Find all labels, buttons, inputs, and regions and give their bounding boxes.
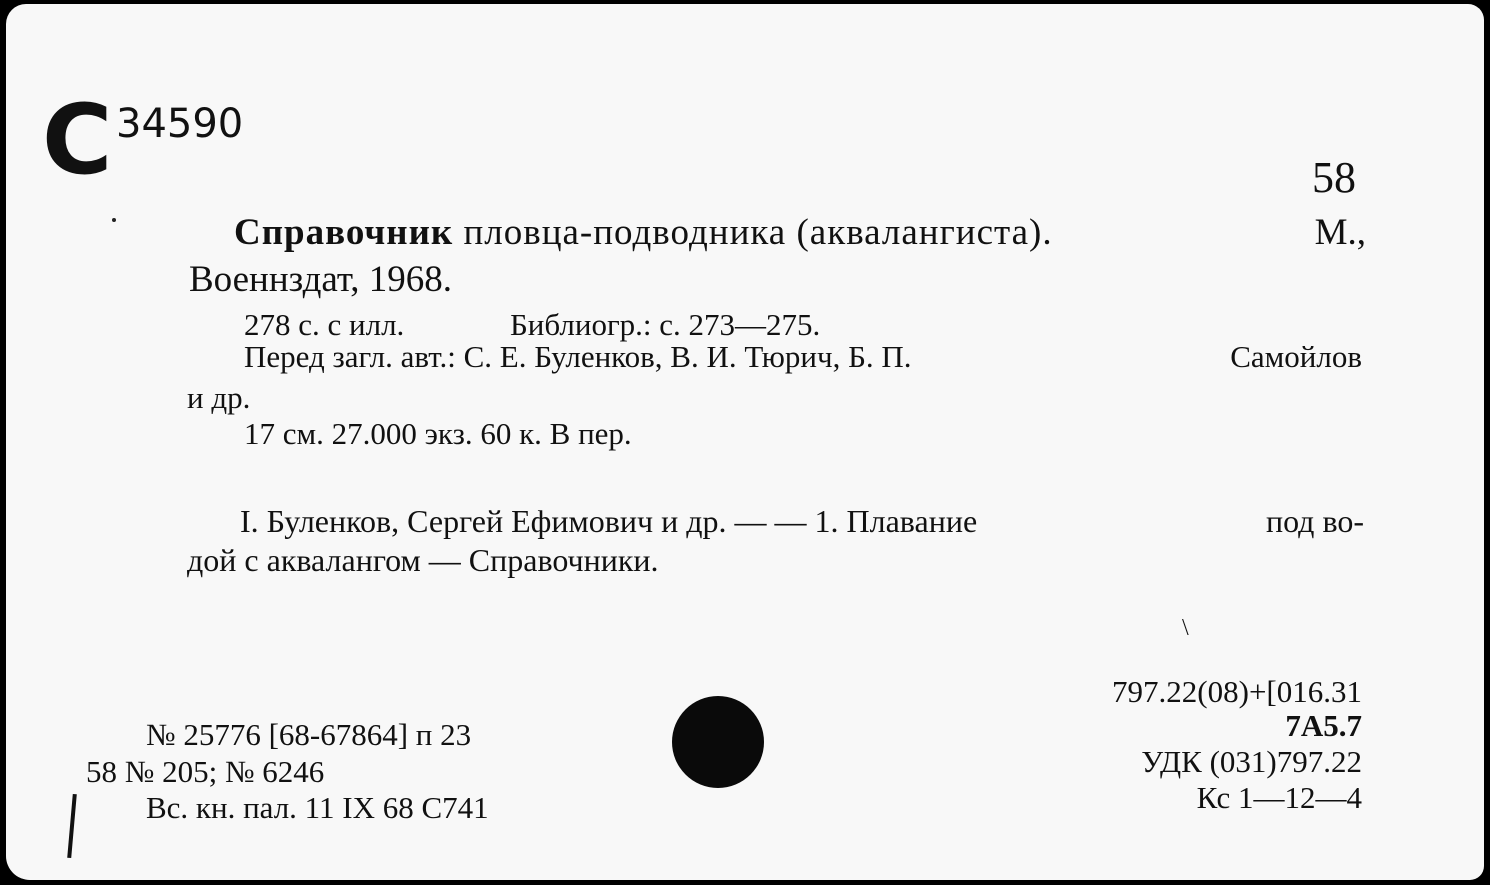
authors-end: Самойлов — [1230, 339, 1362, 374]
authors-continued: и др. — [187, 380, 251, 415]
bibliography: Библиогр.: с. 273—275. — [510, 307, 821, 342]
call-number: 34590 — [116, 101, 244, 147]
place: М., — [1314, 212, 1366, 253]
tick-mark: \ — [1182, 615, 1189, 641]
title-line — [234, 214, 1053, 251]
classification-2: 7А5.7 — [1285, 708, 1362, 743]
title-rest: пловца-подводника (аквалангиста). — [453, 212, 1053, 253]
udc-code: УДК (031)797.22 — [1141, 744, 1362, 779]
ink-speck — [112, 218, 116, 222]
registration-line-1: № 25776 [68-67864] п 23 — [146, 717, 472, 752]
catalog-card — [6, 4, 1484, 880]
classification-1: 797.22(08)+[016.31 — [1112, 674, 1362, 709]
pages: 278 с. с илл. — [244, 307, 405, 342]
title-bold: Справочник — [234, 212, 454, 253]
call-letter: С — [42, 84, 111, 196]
registration-line-2: 58 № 205; № 6246 — [86, 754, 325, 789]
top-number: 58 — [1312, 153, 1356, 202]
margin-pen-stroke — [67, 794, 77, 858]
format-line: 17 см. 27.000 экз. 60 к. В пер. — [244, 416, 632, 451]
registration-line-3: Вс. кн. пал. 11 IX 68 С741 — [146, 790, 489, 825]
punch-hole — [672, 696, 764, 788]
subject-line-1-end: под во- — [1265, 503, 1364, 539]
card-code: Кс 1—12—4 — [1196, 780, 1362, 815]
publisher-year: Военнздат, 1968. — [189, 259, 453, 300]
subject-line-2: дой с аквалангом — Справочники. — [187, 542, 659, 578]
authors: Перед загл. авт.: С. Е. Буленков, В. И. Тюрич, Б. П. — [244, 339, 912, 374]
subject-line-1: I. Буленков, Сергей Ефимович и др. — — 1. Плавание — [240, 503, 978, 539]
